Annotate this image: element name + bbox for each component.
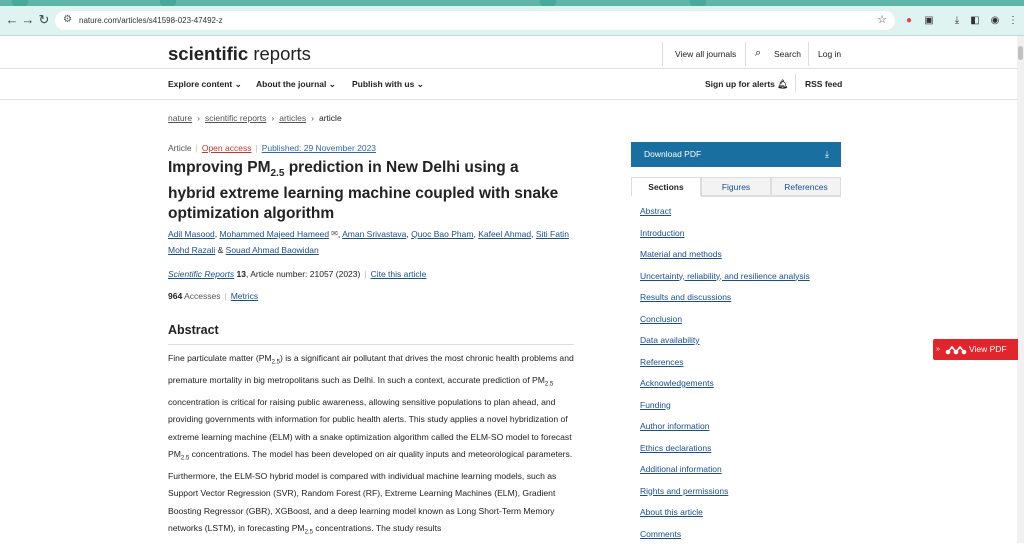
author-link[interactable]: Aman Srivastava [342,229,406,239]
section-link-introduction[interactable]: Introduction [640,228,684,238]
section-link-author-information[interactable]: Author information [640,421,709,431]
section-link-uncertainty[interactable]: Uncertainty, reliability, and resilience analysis [640,271,810,281]
header-separator [0,68,1017,69]
tab-figures[interactable]: Figures [701,177,771,196]
back-icon[interactable]: ← [4,12,20,28]
email-icon[interactable]: ✉ [331,226,338,242]
header-divider [662,42,663,66]
metrics-link[interactable]: Metrics [231,291,258,301]
extension-icon[interactable]: ● [902,14,916,28]
breadcrumb-current: article [319,113,342,123]
section-link-funding[interactable]: Funding [640,400,671,410]
page-scrollbar[interactable] [1017,36,1024,543]
article-meta: Article | Open access | Published: 29 November 2023 [168,143,376,153]
breadcrumb: nature › scientific reports › articles › article [168,113,342,123]
scrollbar-thumb[interactable] [1018,46,1023,60]
download-icon[interactable]: ⤓ [950,14,964,28]
journal-volume: 13 [237,269,246,279]
list-item [640,400,810,422]
reload-icon[interactable]: ↻ [36,12,52,28]
breadcrumb-scientific-reports[interactable]: scientific reports [205,113,266,123]
header-separator [0,99,1017,100]
accesses-label: Accesses [184,291,220,301]
list-item [640,464,810,486]
list-item [640,249,810,271]
list-item [640,378,810,400]
open-access-link[interactable]: Open access [202,143,252,153]
breadcrumb-articles[interactable]: articles [279,113,306,123]
author-link[interactable]: Siti Fatin Mohd Razali [168,229,569,255]
cite-article-link[interactable]: Cite this article [371,269,427,279]
article-title: Improving $PM_{2.5}$ prediction in New Delhi using a hybrid extreme learning machine coupled with snake optimization algorithm [168,158,568,224]
sign-up-alerts-link[interactable]: Sign up for alerts 🔔︎ [705,79,788,90]
published-date-link[interactable]: Published: 29 November 2023 [262,143,376,153]
header-divider [745,42,746,66]
tabs-underline [701,196,841,197]
list-item [640,206,810,228]
chevron-down-icon: ⌄ [235,79,242,89]
list-item [640,529,810,550]
article-number: Article number: 21057 (2023) [250,269,360,279]
bell-icon: 🔔︎ [777,79,788,89]
section-link-material-methods[interactable]: Material and methods [640,249,722,259]
section-link-about-article[interactable]: About this article [640,507,703,517]
browser-toolbar [0,6,1024,36]
list-item [640,486,810,508]
address-bar[interactable] [55,11,895,30]
list-item [640,507,810,529]
abstract-text: Fine particulate matter $(PM_{2.5})$ is a significant air pollutant that drives the most chronic health problems and premature mortality in big metropolitans such as Delhi. In such a context, accurate prediction of $PM_{2.5}$ concentration is critical for raising public awareness, allowing sensitive populations to plan ahead, and providing governments with information for public health alerts. This study applies a novel hybridization of extreme learning machine (ELM) with a snake optimization algorithm called the ELM-SO model to forecast $PM_{2.5}$ concentrations. The model has been developed on air quality inputs and meteorological parameters. Furthermore, the ELM-SO hybrid model is compared with individual machine learning models, such as Support Vector Regression (SVR), Random Forest (RF), Extreme Learning Machines (ELM), Gradient Boosting Regressor (GBR), XGBoost, and a deep learning model known as Long Short-Term Memory networks (LSTM), in forecasting $PM_{2.5}$ concentrations. The study results [168,350,578,542]
bookmark-star-icon[interactable]: ☆ [877,13,887,28]
article-metrics: 964 Accesses | Metrics [168,291,258,301]
list-item [640,271,810,293]
section-link-acknowledgements[interactable]: Acknowledgements [640,378,714,388]
abstract-heading: Abstract [168,323,219,337]
section-link-ethics[interactable]: Ethics declarations [640,443,711,453]
site-info-icon[interactable]: ⚙ [63,14,75,26]
tab-sections[interactable]: Sections [631,177,701,196]
accesses-count: 964 [168,291,182,301]
download-arrow-icon: ⤓ [825,142,829,167]
section-link-rights[interactable]: Rights and permissions [640,486,728,496]
profile-avatar[interactable]: ◉ [988,14,1002,28]
journal-citation: Scientific Reports 13, Article number: 21057 (2023) | Cite this article [168,269,426,279]
list-item [640,314,810,336]
menu-explore-content[interactable]: Explore content ⌄ [168,79,242,90]
browser-menu-icon[interactable]: ⋮ [1006,14,1020,28]
section-link-additional-info[interactable]: Additional information [640,464,722,474]
chevron-down-icon: ⌄ [329,79,336,89]
article-type: Article [168,143,192,153]
list-item [640,421,810,443]
journal-name-link[interactable]: Scientific Reports [168,269,234,279]
forward-icon[interactable]: → [20,12,36,28]
tab-references[interactable]: References [771,177,841,196]
section-link-conclusion[interactable]: Conclusion [640,314,682,324]
section-link-abstract[interactable]: Abstract [640,206,671,216]
menu-publish-with-us[interactable]: Publish with us ⌄ [352,79,424,90]
rss-feed-link[interactable]: RSS feed [805,79,842,89]
view-pdf-button[interactable]: » View PDF [933,339,1018,360]
sidepanel-icon[interactable]: ◧ [968,14,982,28]
search-icon[interactable]: ⌕ [755,47,761,60]
journal-logo[interactable]: scientific reports [168,43,311,65]
header-divider [808,42,809,66]
header-divider [795,74,796,92]
download-pdf-button[interactable]: Download PDF ⤓ [631,142,841,167]
login-link[interactable]: Log in [818,49,841,59]
author-link[interactable]: Kafeel Ahmad [478,229,531,239]
mendeley-logo-icon [945,345,967,355]
section-link-references[interactable]: References [640,357,683,367]
menu-about-journal[interactable]: About the journal ⌄ [256,79,336,90]
list-item [640,292,810,314]
section-link-data-availability[interactable]: Data availability [640,335,700,345]
list-item [640,228,810,250]
author-list: Adil Masood, Mohammed Majeed Hameed ✉, Aman Srivastava, Quoc Bao Pham, Kafeel Ahmad, Siti Fatin Mohd Razali & Souad Ahmad Baowidan [168,226,578,258]
author-link[interactable]: Mohammed Majeed Hameed [220,229,330,239]
section-link-results[interactable]: Results and discussions [640,292,731,302]
chevron-down-icon: ⌄ [417,79,424,89]
breadcrumb-nature[interactable]: nature [168,113,192,123]
author-link[interactable]: Souad Ahmad Baowidan [226,245,319,255]
sidebar-tabs [631,177,841,196]
list-item [640,335,810,357]
abstract-divider [168,344,574,345]
search-link[interactable]: Search [774,49,801,59]
chevron-right-icon[interactable]: » [936,339,940,360]
section-link-comments[interactable]: Comments [640,529,681,539]
url-text[interactable]: nature.com/articles/s41598-023-47492-z [79,11,223,30]
author-link[interactable]: Adil Masood [168,229,215,239]
list-item [640,443,810,465]
author-link[interactable]: Quoc Bao Pham [411,229,473,239]
sections-list [640,206,810,550]
list-item [640,357,810,379]
view-all-journals-link[interactable]: View all journals [675,49,736,59]
extensions-puzzle-icon[interactable]: ▣ [922,14,936,28]
